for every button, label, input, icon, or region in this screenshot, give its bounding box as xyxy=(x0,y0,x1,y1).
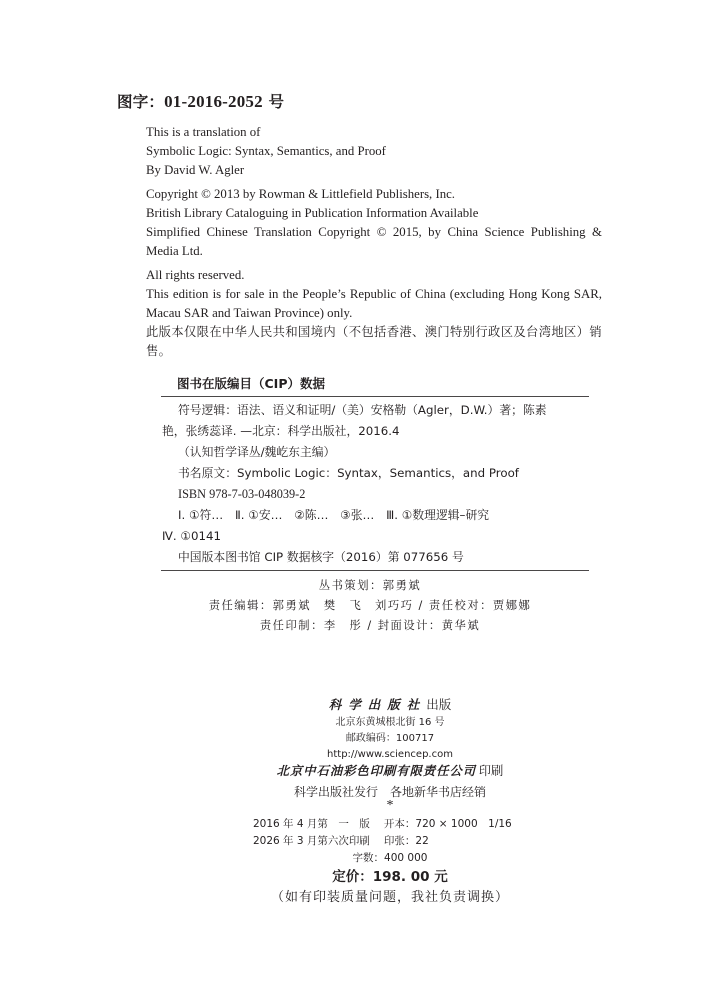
original-title-line: Symbolic Logic: Syntax, Semantics, and Proof xyxy=(146,144,386,158)
responsible-editors: 责任编辑：郭勇斌 樊 飞 刘巧巧 / 责任校对：贾娜娜 xyxy=(208,599,532,612)
translation-notice xyxy=(146,123,602,180)
edition-date: 2016 年 4 月第 一 版 xyxy=(253,818,370,830)
staff-credits xyxy=(150,576,590,636)
sale-territory-en: This edition is for sale in the People’s Republic of China (excluding Hong Kong SAR, Macau SAR and Taiwan Province) only. xyxy=(146,287,602,320)
copyright-permit-number xyxy=(117,90,284,112)
publisher-suffix: 出版 xyxy=(426,697,452,712)
cip-isbn: ISBN 978-7-03-048039-2 xyxy=(178,487,306,501)
permit-suffix: 号 xyxy=(262,93,285,111)
cip-description-line1: 符号逻辑：语法、语义和证明/（美）安格勒（Agler，D.W.）著；陈素 xyxy=(178,403,547,417)
word-count: 字数：400 000 xyxy=(352,852,428,864)
cip-classification-line2: Ⅳ. ①0141 xyxy=(162,529,221,543)
copyright-block xyxy=(146,185,602,261)
cip-classification-line1: Ⅰ. ①符… Ⅱ. ①安… ②陈… ③张… Ⅲ. ①数理逻辑–研究 xyxy=(178,508,490,522)
publisher-website: http://www.sciencep.com xyxy=(327,749,453,760)
cip-number: 中国版本图书馆 CIP 数据核字（2016）第 077656 号 xyxy=(178,550,464,564)
author-line: By David W. Agler xyxy=(146,163,245,177)
cip-title: 图书在版编目（CIP）数据 xyxy=(177,376,325,391)
rights-reserved: All rights reserved. xyxy=(146,268,245,282)
publisher-name: 科学出版社 xyxy=(328,697,427,712)
page-format: 开本：720 × 1000 1/16 xyxy=(383,818,512,830)
quality-note: （如有印装质量问题，我社负责调换） xyxy=(270,890,509,905)
cip-top-rule xyxy=(161,396,589,397)
chinese-translation-copyright: Simplified Chinese Translation Copyright © 2015, by China Science Publishing & Media Ltd. xyxy=(146,225,602,258)
distribution-info: 科学出版社发行 各地新华书店经销 xyxy=(293,785,486,799)
printer-name: 北京中石油彩色印刷有限责任公司 xyxy=(276,763,477,778)
edition-format-line xyxy=(200,816,580,833)
edition-specs xyxy=(200,800,580,909)
cip-series: （认知哲学译丛/魏屹东主编） xyxy=(178,445,336,459)
printing-date: 2026 年 3 月第六次印刷 xyxy=(253,835,370,847)
cip-description-line2: 艳，张绣蕊译. —北京：科学出版社，2016.4 xyxy=(162,424,400,438)
permit-label: 图字： xyxy=(117,93,165,111)
production-credits: 责任印制：李 彤 / 封面设计：黄华斌 xyxy=(259,619,481,632)
cip-data xyxy=(162,400,590,568)
series-planner: 丛书策划：郭勇斌 xyxy=(318,579,422,592)
sale-territory-zh: 此版本仅限在中华人民共和国境内（不包括香港、澳门特别行政区及台湾地区）销售。 xyxy=(146,325,602,358)
cip-bottom-rule xyxy=(161,570,589,571)
printed-sheets: 印张：22 xyxy=(383,835,429,847)
price: 定价：198. 00 元 xyxy=(332,869,448,885)
separator-asterisk: * xyxy=(386,798,394,813)
publisher-postcode: 邮政编码：100717 xyxy=(345,733,435,744)
cip-original-title: 书名原文：Symbolic Logic：Syntax，Semantics，and Proof xyxy=(178,466,519,480)
permit-number: 01-2016-2052 xyxy=(164,92,263,111)
publisher-info xyxy=(200,697,580,800)
copyright-original: Copyright © 2013 by Rowman & Littlefield Publishers, Inc. xyxy=(146,187,455,201)
translation-line: This is a translation of xyxy=(146,125,261,139)
printer-suffix: 印刷 xyxy=(478,764,504,778)
printing-line xyxy=(200,833,580,850)
publisher-address: 北京东黄城根北街 16 号 xyxy=(335,717,445,728)
british-library-notice: British Library Cataloguing in Publication Information Available xyxy=(146,206,479,220)
rights-block xyxy=(146,266,602,361)
